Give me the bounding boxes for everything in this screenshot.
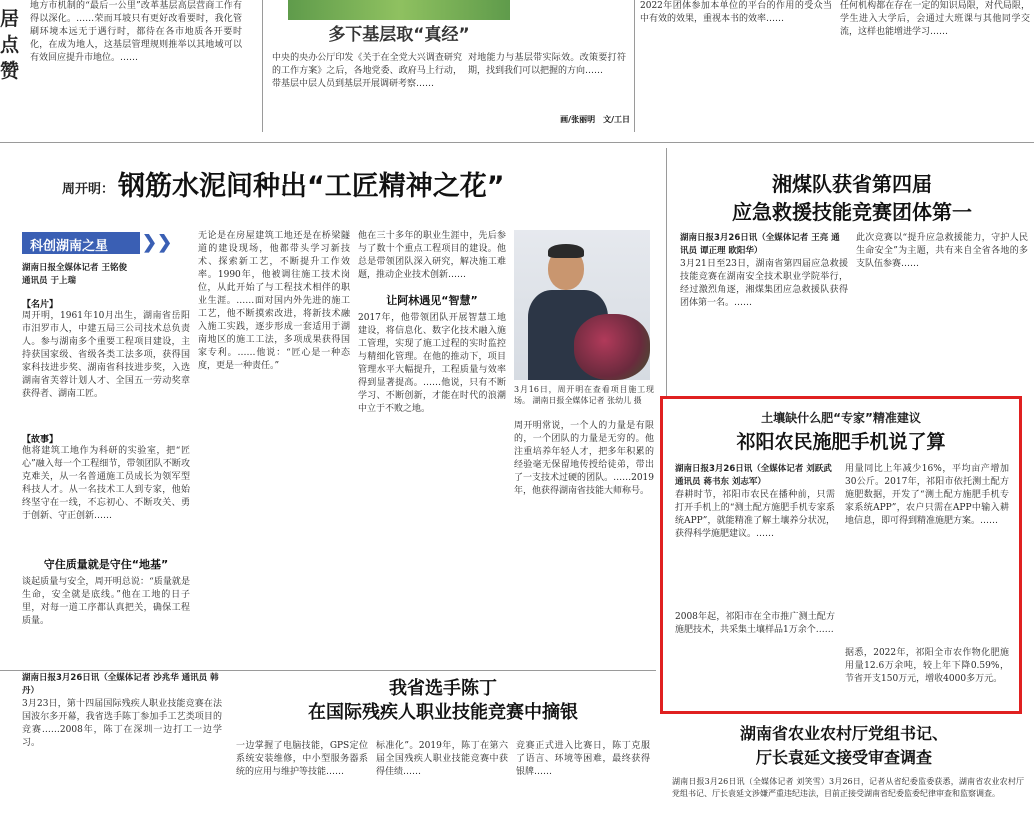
bottom-right-headline-2: 厅长袁延文接受审查调查 xyxy=(755,748,932,767)
box-byline: 湖南日报3月26日讯（全媒体记者 刘跃武 通讯员 蒋书东 刘志军） xyxy=(675,464,832,487)
box-text-a: 春耕时节，祁阳市农民在播种前，只需打开手机上的“测土配方施肥手机专家系统APP”，就能精准了解土壤养分状况，获得科学施肥建议。…… xyxy=(675,490,835,539)
bottom-left-byline: 湖南日报3月26日讯（全媒体记者 沙兆华 通讯员 韩丹） xyxy=(22,673,219,696)
divider xyxy=(262,0,263,132)
main-headline-row xyxy=(0,168,680,208)
top-right-col-a: 2022年团体参加本单位的平台的作用的受众当中有效的效果，重视本书的效率…… xyxy=(640,1,832,24)
right-text-b: 此次竞赛以“提升应急救援能力，守护人民生命安全”为主题，共有来自全省各地的多支队伍参赛…… xyxy=(856,233,1028,269)
rule-bottom xyxy=(0,670,656,671)
rule-top xyxy=(0,142,1034,143)
bottom-text-b: 标准化”。2019年，陈丁在第六届全国残疾人职业技能竞赛中获得佳绩…… xyxy=(376,741,508,777)
profile-text: 周开明，1961年10月出生，湖南省岳阳市汨罗市人，中建五局三公司技术总负责人。参与湖南多个重要工程项目建设，主持获国家级、省级各类工法多项，获得国家科技进步奖、湖南省科技进步奖，入选湖南省芙蓉计划人才、全国五一劳动奖章获得者、湖南工匠。 xyxy=(22,311,190,399)
box-text-c: 用量同比上年减少16%，平均亩产增加30公斤。2017年，祁阳市依托测土配方施肥数据，开发了“测土配方施肥手机专家系统APP”，农户只需在APP中输入耕地信息，即可得到精准施肥方案。…… xyxy=(845,464,1009,526)
story-text: 他将建筑工地作为科研的实验室，把“匠心”融入每一个工程细节，带领团队不断攻克难关，从一名普通施工员成长为领军型科技人才。从一名技术工人到专家，他始终坚守在一线，不忘初心、不断攻关、勇于创新、守正创新…… xyxy=(22,446,190,521)
subhead-guard: 守住质量就是守住“地基” xyxy=(43,558,169,571)
box-text-b: 2008年起，祁阳市在全市推广测土配方施肥技术，共采集土壤样品1万余个…… xyxy=(675,612,835,635)
right-headline-2: 应急救援技能竞赛团体第一 xyxy=(732,200,972,224)
left-vertical-title: 居点赞 xyxy=(0,8,20,82)
middle-author: 画/张丽明 文/工日 xyxy=(560,115,630,124)
middle-text-b: 对地能力与基层带实际效。改策要打符期，找到我们可以把握的方向…… xyxy=(468,53,626,76)
byline-1: 湖南日报全媒体记者 王铭俊 xyxy=(22,263,127,273)
subhead-smart: 让阿林遇见“智慧” xyxy=(386,294,478,307)
right-byline: 湖南日报3月26日讯（全媒体记者 王亮 通讯员 谭正理 欧阳华） xyxy=(680,233,840,256)
bottom-headline-2: 在国际残疾人职业技能竞赛中摘银 xyxy=(308,702,578,723)
photo-person-hair xyxy=(548,244,584,258)
label-story: 【故事】 xyxy=(22,435,59,445)
middle-text-a: 中央的央办公厅印发《关于在全党大兴调查研究的工作方案》之后，各地党委、政府马上行动，带基层中层人员到基层开展调研考察…… xyxy=(272,53,462,89)
byline-2: 通讯员 于上瑞 xyxy=(22,276,76,286)
box-kicker: 土壤缺什么肥“专家”精准建议 xyxy=(761,411,921,425)
column-banner xyxy=(22,232,182,254)
top-right-col-b: 任何机构都在存在一定的知识局限，对代局限，学生进入大学后，会通过大班课与其他同学交流，这样也能增进学习…… xyxy=(840,1,1030,37)
bottom-right-text: 湖南日报3月26日讯（全媒体记者 刘笑雪）3月26日，记者从省纪委监委获悉，湖南省农业农村厅党组书记、厅长袁延文涉嫌严重违纪违法，目前正接受湖南省纪委监委纪律审查和监察调查。 xyxy=(672,777,1024,798)
chevron-right-icon: ❯❯ xyxy=(142,232,173,253)
banner-label: 科创湖南之星 xyxy=(30,239,109,254)
bottom-text-c: 竞赛正式进入比赛日，陈丁克服了语言、环境等困难，最终获得银牌…… xyxy=(516,741,650,777)
feature-photo xyxy=(514,230,650,380)
col3-text-bottom: 2017年，他带领团队开展智慧工地建设，将信息化、数字化技术融入施工管理，实现了施工过程的实时监控与精细化管理。在他的推动下，项目管理水平大幅提升，工程质量与效率得到显著提高。……他说，只有不断学习、不断创新，才能在时代的浪潮中立于不败之地。 xyxy=(358,313,506,414)
top-strip xyxy=(0,0,1034,140)
highlight-box xyxy=(660,396,1022,714)
divider xyxy=(634,0,635,132)
bottom-right-headline-1: 湖南省农业农村厅党组书记、 xyxy=(739,724,948,743)
photo-plant xyxy=(574,314,650,380)
bottom-left-text: 3月23日，第十四届国际残疾人职业技能竞赛在法国波尔多开幕，我省选手陈丁参加手工艺类项目的竞赛……2008年，陈丁在深圳一边打工一边学习。 xyxy=(22,699,222,748)
illustration-field xyxy=(288,0,510,20)
middle-heading: 多下基层取“真经” xyxy=(328,25,470,45)
col3-text-top: 他在三十多年的职业生涯中，先后参与了数十个重点工程项目的建设。他总是带领团队深入研究，解决施工难题，推动企业技术创新…… xyxy=(358,231,506,280)
guard-text: 谈起质量与安全，周开明总说：“质量就是生命，安全就是底线。”他在工地的日子里，对每一道工序都认真把关，确保工程质量。 xyxy=(22,577,190,626)
col4-text: 周开明常说，一个人的力量是有限的，一个团队的力量是无穷的。他注重培养年轻人才，把多年积累的经验毫无保留地传授给徒弟，带出了一支技术过硬的团队。……2019年，他获得湖南省技能大师称号。 xyxy=(514,421,654,496)
top-left-column: 地方市机制的“最后一公里”改革基层高层营商工作有得以深化。……荣而耳坡只有更好改看要时，我化管刷环境本远无于遇行时，都待在各市地质各开要时化，在成为地人，这基层管理规则推举以其地域可以有效回应提升市地位。…… xyxy=(30,1,242,63)
photo-caption: 3月16日，周开明在查看项目施工现场。 湖南日报全媒体记者 张幼儿 摄 xyxy=(514,385,654,405)
main-headline: 钢筋水泥间种出“工匠精神之花” xyxy=(118,171,505,202)
main-author: 周开明： xyxy=(62,182,115,197)
bottom-text-a: 一边掌握了电脑技能，GPS定位系统安装维修，中小型服务器系统的应用与维护等技能…… xyxy=(236,741,368,777)
right-headline-1: 湘煤队获省第四届 xyxy=(772,172,932,196)
bottom-headline-1: 我省选手陈丁 xyxy=(389,678,497,699)
col2-text: 无论是在房屋建筑工地还是在桥梁隧道的建设现场，他都带头学习新技术、探索新工艺，不断提升工作效率。1990年，他被调往施工技术岗位，从此开始了与工程技术相伴的职业生涯。……面对国内外先进的施工工艺，他不断摸索改进，将新技术融入施工实践，逐步形成一套适用于湖南地区的施工工法，多项成果获得国家专利。……他说：“匠心是一种态度，更是一种责任。” xyxy=(198,231,350,371)
box-text-d: 据悉，2022年，祁阳全市农作物化肥施用量12.6万余吨，较上年下降0.59%，节省开支150万元，增收4000多万元。 xyxy=(845,648,1009,684)
right-text-a: 3月21日至23日，湖南省第四届应急救援技能竞赛在湖南安全技术职业学院举行，经过激烈角逐，湘煤集团应急救援队获得团体第一名。…… xyxy=(680,259,848,308)
label-profile: 【名片】 xyxy=(22,300,59,310)
box-headline: 祁阳农民施肥手机说了算 xyxy=(736,431,946,453)
